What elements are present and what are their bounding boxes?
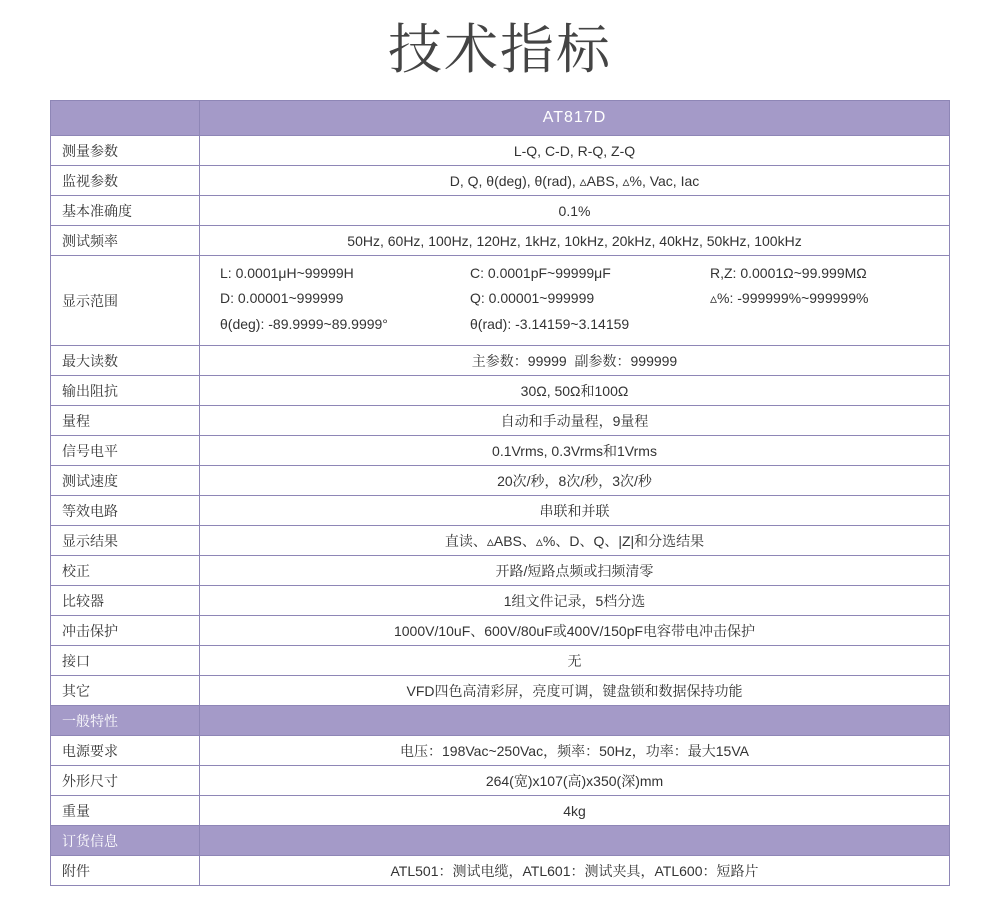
spec-value: 1000V/10uF、600V/80uF或400V/150pF电容带电冲击保护 xyxy=(393,622,756,639)
section-title: 一般特性 xyxy=(51,706,200,735)
spec-row-test-speed xyxy=(51,465,949,495)
spec-value: VFD四色高清彩屏，亮度可调，键盘锁和数据保持功能 xyxy=(406,682,743,699)
spec-table xyxy=(50,100,950,886)
range-q: Q: 0.00001~999999 xyxy=(470,290,595,307)
spec-label: 校正 xyxy=(51,556,200,585)
page-title: 技术指标 xyxy=(388,18,612,81)
spec-label: 重量 xyxy=(51,796,200,825)
spec-label: 监视参数 xyxy=(51,166,200,195)
spec-row-weight xyxy=(51,795,949,825)
spec-row-other xyxy=(51,675,949,705)
spec-label: 测试速度 xyxy=(51,466,200,495)
spec-row-equivalent-circuit xyxy=(51,495,949,525)
spec-label: 冲击保护 xyxy=(51,616,200,645)
spec-row-accessories xyxy=(51,855,949,885)
spec-value: 50Hz, 60Hz, 100Hz, 120Hz, 1kHz, 10kHz, 20kHz, 40kHz, 50kHz, 100kHz xyxy=(347,232,802,249)
spec-label: 比较器 xyxy=(51,586,200,615)
spec-row-basic-accuracy xyxy=(51,195,949,225)
spec-row-test-frequency xyxy=(51,225,949,255)
section-header-general xyxy=(51,705,949,735)
range-l: L: 0.0001μH~99999H xyxy=(220,264,354,281)
header-label-cell xyxy=(51,101,200,135)
spec-label: 外形尺寸 xyxy=(51,766,200,795)
spec-row-comparator xyxy=(51,585,949,615)
section-header-fill xyxy=(200,826,949,855)
spec-label: 等效电路 xyxy=(51,496,200,525)
section-title: 订货信息 xyxy=(51,826,200,855)
spec-value: 0.1Vrms, 0.3Vrms和1Vrms xyxy=(492,442,657,459)
spec-row-display-range xyxy=(51,255,949,345)
model-name: AT817D xyxy=(542,109,607,126)
spec-value: 开路/短路点频或扫频清零 xyxy=(495,562,654,579)
spec-value: 自动和手动量程，9量程 xyxy=(500,412,649,429)
spec-label: 显示结果 xyxy=(51,526,200,555)
spec-row-interface xyxy=(51,645,949,675)
spec-value: 1组文件记录，5档分选 xyxy=(503,592,646,609)
table-header-row xyxy=(51,101,949,135)
spec-row-range xyxy=(51,405,949,435)
spec-row-surge-protection xyxy=(51,615,949,645)
spec-value: 0.1% xyxy=(558,202,591,219)
spec-row-power-requirement xyxy=(51,735,949,765)
spec-value: 主参数：99999 副参数：999999 xyxy=(471,352,678,369)
spec-value: 电压：198Vac~250Vac，频率：50Hz，功率：最大15VA xyxy=(400,742,749,759)
spec-row-monitor-parameters xyxy=(51,165,949,195)
spec-label: 量程 xyxy=(51,406,200,435)
spec-label: 显示范围 xyxy=(51,256,200,345)
range-theta-rad: θ(rad): -3.14159~3.14159 xyxy=(470,315,630,332)
spec-value: 无 xyxy=(567,652,582,669)
spec-label: 电源要求 xyxy=(51,736,200,765)
section-header-ordering xyxy=(51,825,949,855)
spec-label: 附件 xyxy=(51,856,200,885)
spec-label: 最大读数 xyxy=(51,346,200,375)
spec-row-display-result xyxy=(51,525,949,555)
spec-label: 其它 xyxy=(51,676,200,705)
spec-value: 20次/秒，8次/秒，3次/秒 xyxy=(497,472,652,489)
spec-value: D, Q, θ(deg), θ(rad), ▵ABS, ▵%, Vac, Iac xyxy=(449,172,700,189)
spec-value: 264(宽)x107(高)x350(深)mm xyxy=(485,772,664,789)
spec-label: 接口 xyxy=(51,646,200,675)
range-rz: R,Z: 0.0001Ω~99.999MΩ xyxy=(710,264,867,281)
spec-row-output-impedance xyxy=(51,375,949,405)
spec-value: 串联和并联 xyxy=(539,502,610,519)
spec-label: 输出阻抗 xyxy=(51,376,200,405)
spec-row-correction xyxy=(51,555,949,585)
spec-row-measurement-parameters xyxy=(51,135,949,165)
spec-value: L-Q, C-D, R-Q, Z-Q xyxy=(513,142,636,159)
spec-row-signal-level xyxy=(51,435,949,465)
range-theta-deg: θ(deg): -89.9999~89.9999° xyxy=(220,315,388,332)
spec-value: 直读、▵ABS、▵%、D、Q、|Z|和分选结果 xyxy=(444,532,705,549)
spec-row-dimensions xyxy=(51,765,949,795)
spec-label: 测试频率 xyxy=(51,226,200,255)
spec-label: 基本准确度 xyxy=(51,196,200,225)
range-d: D: 0.00001~999999 xyxy=(220,290,344,307)
range-c: C: 0.0001pF~99999μF xyxy=(470,264,611,281)
range-delta-percent: ▵%: -999999%~999999% xyxy=(710,290,869,307)
spec-value: ATL501：测试电缆，ATL601：测试夹具，ATL600：短路片 xyxy=(390,862,759,879)
section-header-fill xyxy=(200,706,949,735)
spec-label: 测量参数 xyxy=(51,136,200,165)
spec-label: 信号电平 xyxy=(51,436,200,465)
spec-value: 4kg xyxy=(563,802,586,819)
display-range-grid xyxy=(200,256,949,345)
spec-row-max-reading xyxy=(51,345,949,375)
spec-value: 30Ω, 50Ω和100Ω xyxy=(520,382,629,399)
